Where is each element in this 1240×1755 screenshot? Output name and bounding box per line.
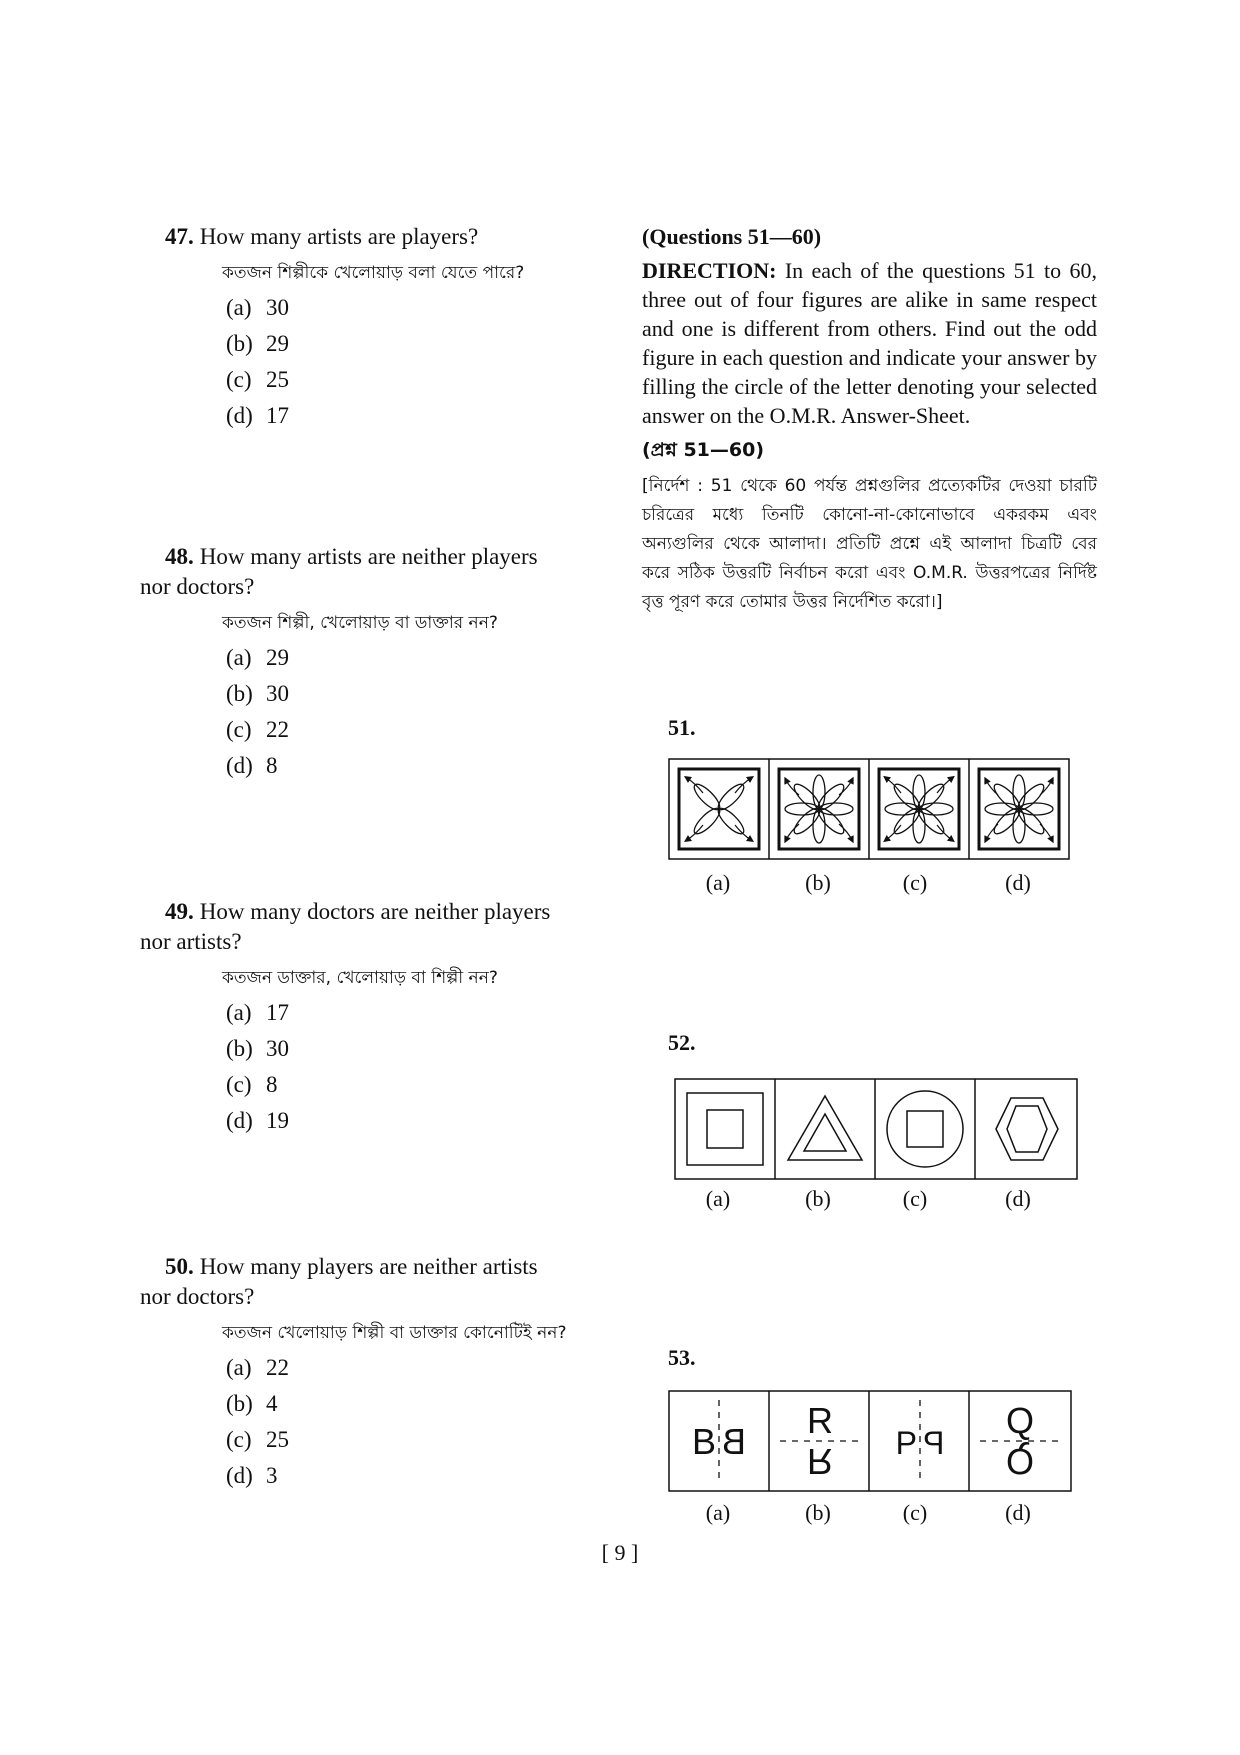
question-number: 47. [165,224,194,249]
letter-r-flipped: R [807,1441,833,1482]
figure-53-c [896,1400,945,1482]
letter-b-mirrored: B [722,1421,747,1462]
question-text: How many doctors are neither players [199,899,551,924]
question-47 [140,222,600,434]
question-number: 51. [668,715,696,740]
option-d: (d) 19 [226,1108,289,1133]
label-b: (b) [805,870,831,895]
option-c: (c) 25 [226,1427,289,1452]
question-bengali: কতজন শিল্পীকে খেলোয়াড় বলা যেতে পারে? [222,263,525,283]
bengali-section-heading: (প্রশ্ন 51—60) [642,439,765,461]
option-a: (a) 29 [226,645,289,670]
option-b: (b) 30 [226,681,289,706]
option-b: (b) 4 [226,1391,278,1416]
figure-53-b [780,1400,860,1482]
question-bengali: কতজন খেলোয়াড় শিল্পী বা ডাক্তার কোনোটিই নন? [222,1323,567,1343]
label-a: (a) [705,1186,731,1211]
option-c: (c) 8 [226,1072,278,1097]
question-text: How many artists are players? [199,224,479,249]
option-d: (d) 3 [226,1463,278,1488]
options-list [226,995,600,1139]
section-heading: (Questions 51—60) [642,224,822,249]
letter-b: B [691,1421,716,1462]
question-50 [140,1252,600,1494]
option-d: (d) 17 [226,403,289,428]
question-bengali: কতজন শিল্পী, খেলোয়াড় বা ডাক্তার নন? [222,613,498,633]
option-d: (d) 8 [226,753,278,778]
option-a: (a) 17 [226,1000,289,1025]
option-c: (c) 25 [226,367,289,392]
figure-52-strip [674,1078,1078,1180]
figure-53-d [980,1400,1060,1482]
question-text-cont: nor doctors? [140,574,255,599]
question-text-cont: nor doctors? [140,1284,255,1309]
question-text: How many artists are neither players [199,544,538,569]
options-list [226,290,600,434]
label-b: (b) [805,1186,831,1211]
figure-51-a [671,761,767,857]
letter-r: R [807,1400,833,1441]
option-c: (c) 22 [226,717,289,742]
question-number: 53. [668,1345,696,1370]
label-c: (c) [902,1500,928,1525]
direction-label: DIRECTION: [642,258,777,283]
question-48 [140,542,600,784]
figure-52-a [687,1093,763,1165]
figure-52-c [887,1091,963,1167]
label-d: (d) [1005,1500,1031,1525]
label-c: (c) [902,870,928,895]
letter-q-flipped: Q [1005,1441,1035,1482]
label-d: (d) [1005,870,1031,895]
options-list [226,640,600,784]
figure-52-b [788,1096,862,1160]
label-a: (a) [705,1500,731,1525]
figure-question-53 [668,1345,696,1371]
letter-p-mirrored: P [923,1425,945,1461]
figure-51-b [771,761,867,857]
label-a: (a) [705,870,731,895]
options-list [226,1350,600,1494]
page-number: [ 9 ] [601,1540,639,1565]
option-a: (a) 22 [226,1355,289,1380]
figure-question-52 [668,1030,696,1056]
question-number: 52. [668,1030,696,1055]
question-number: 48. [165,544,194,569]
option-a: (a) 30 [226,295,289,320]
figure-53-a [692,1400,746,1482]
figure-question-51 [668,715,696,741]
question-number: 50. [165,1254,194,1279]
right-column [642,222,1097,617]
figure-51-c [871,761,967,857]
option-b: (b) 30 [226,1036,289,1061]
figure-53-strip [668,1390,1072,1492]
letter-q: Q [1005,1400,1035,1441]
letter-p: P [895,1425,917,1461]
direction-body: In each of the questions 51 to 60, three out of four figures are alike in same respect and one is different from others. Find out the odd figure in each question and indicate your answer by filling the circle of the letter denoting your selected answer on the O.M.R. Answer-Sheet. [642,258,1097,428]
label-c: (c) [902,1186,928,1211]
figure-51-strip [668,758,1070,860]
bengali-direction: [নির্দেশ : 51 থেকে 60 পর্যন্ত প্রশ্নগুলির প্রত্যেকটির দেওয়া চারটি চরিত্রের মধ্যে তিনটি কোনো-না-কোনোভাবে একরকম এবং অন্যগুলির থেকে আলাদা। প্রতিটি প্রশ্নে এই আলাদা চিত্রটি বের করে সঠিক উত্তরটি নির্বাচন করো এবং O.M.R. উত্তরপত্রের নির্দিষ্ট বৃত্ত পূরণ করে তোমার উত্তর নির্দেশিত করো।] [642,476,1097,612]
label-b: (b) [805,1500,831,1525]
question-text-cont: nor artists? [140,929,242,954]
option-b: (b) 29 [226,331,289,356]
label-d: (d) [1005,1186,1031,1211]
question-number: 49. [165,899,194,924]
figure-51-d [971,761,1067,857]
direction-text [642,256,1097,430]
question-bengali: কতজন ডাক্তার, খেলোয়াড় বা শিল্পী নন? [222,968,498,988]
question-text: How many players are neither artists [199,1254,538,1279]
figure-52-d [996,1098,1058,1160]
question-49 [140,897,600,1139]
